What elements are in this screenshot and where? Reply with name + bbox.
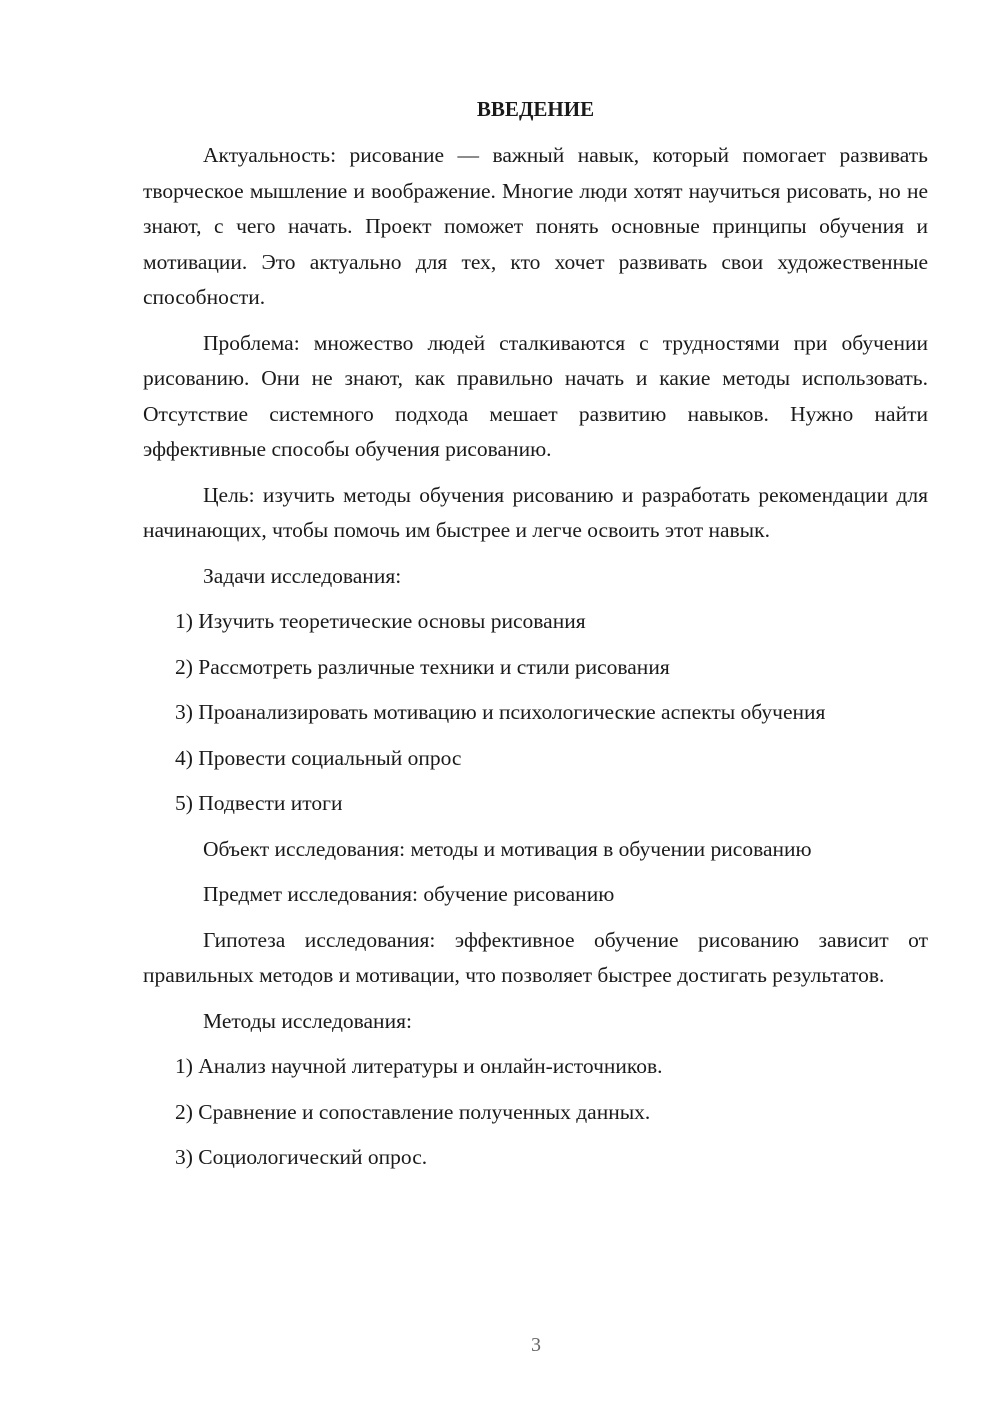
goal-paragraph: Цель: изучить методы обучения рисованию и разработать рекомендации для начинающих, чтобы помочь им быстрее и легче освоить этот навык. — [143, 482, 928, 542]
document-page — [143, 94, 928, 1186]
task-item: 5) Подвести итоги — [175, 791, 343, 815]
object-paragraph: Объект исследования: методы и мотивация в обучении рисованию — [203, 836, 812, 861]
hypothesis-paragraph: Гипотеза исследования: эффективное обучение рисованию зависит от правильных методов и мотивации, что позволяет быстрее достигать результатов. — [143, 927, 928, 987]
problem-paragraph: Проблема: множество людей сталкиваются с трудностями при обучении рисованию. Они не знают, как правильно начать и какие методы использовать. Отсутствие системного подхода мешает развитию навыков. Нужно найти эффективные способы обучения рисованию. — [143, 330, 928, 461]
task-item: 1) Изучить теоретические основы рисования — [175, 609, 586, 633]
task-item: 3) Проанализировать мотивацию и психологические аспекты обучения — [175, 700, 826, 724]
method-item: 3) Социологический опрос. — [175, 1145, 428, 1169]
task-item: 2) Рассмотреть различные техники и стили рисования — [175, 654, 670, 679]
page-number: 3 — [531, 1334, 541, 1356]
method-item: 2) Сравнение и сопоставление полученных данных. — [175, 1099, 651, 1124]
relevance-paragraph: Актуальность: рисование — важный навык, который помогает развивать творческое мышление и воображение. Многие люди хотят научиться рисовать, но не знают, с чего начать. Проект поможет понять основные принципы обучения и мотивации. Это актуально для тех, кто хочет развивать свои художественные способности. — [143, 143, 928, 309]
task-item: 4) Провести социальный опрос — [175, 745, 462, 770]
page-title: ВВЕДЕНИЕ — [476, 97, 595, 121]
tasks-heading: Задачи исследования: — [203, 563, 402, 588]
subject-paragraph: Предмет исследования: обучение рисованию — [203, 882, 615, 906]
method-item: 1) Анализ научной литературы и онлайн-источников. — [175, 1054, 663, 1078]
methods-heading: Методы исследования: — [203, 1008, 412, 1033]
